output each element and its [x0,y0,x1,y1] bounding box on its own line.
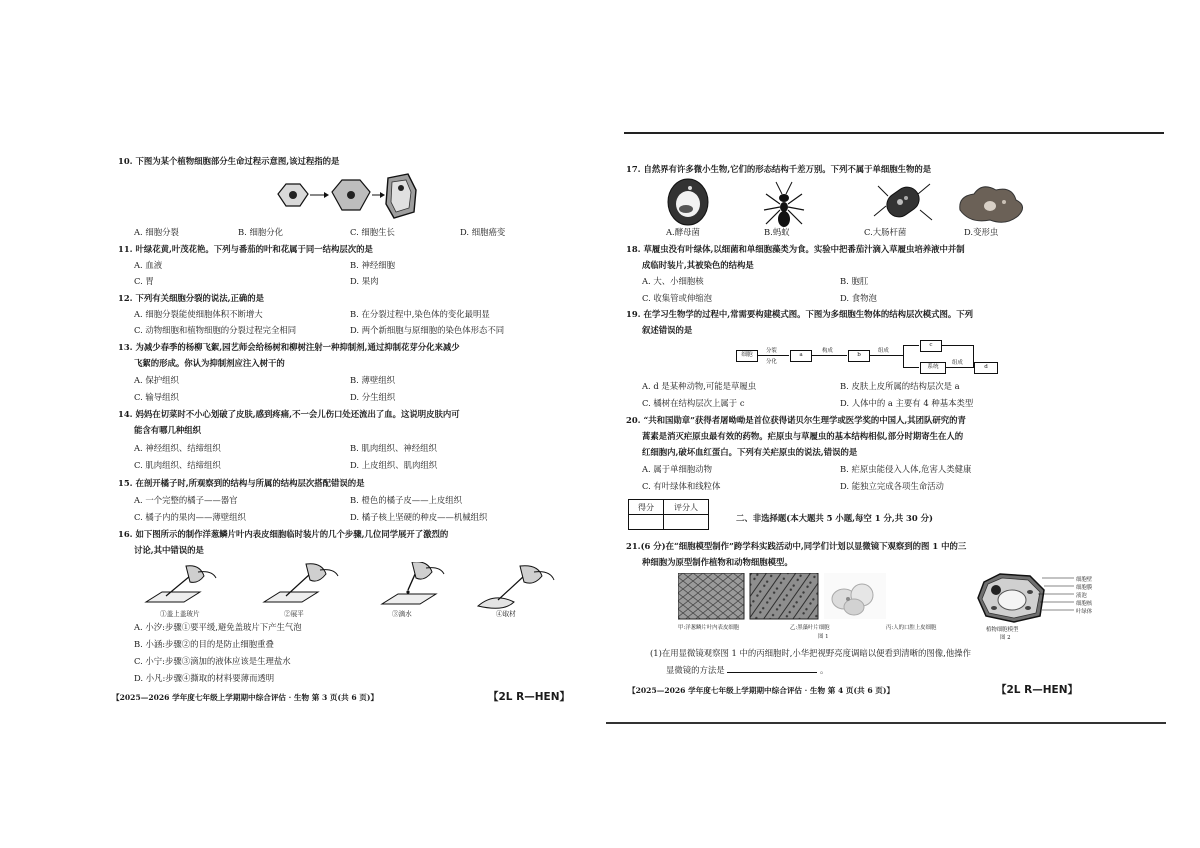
fig2-label-cell-membrane: 细胞膜 [1076,585,1093,591]
q15-stem: 15. 在剖开橘子时,所观察到的结构与所属的结构层次搭配错误的是 [118,478,365,488]
q20-stem-line2: 蒿素是消灭疟原虫最有效的药物。疟原虫与草履虫的基本结构相似,部分时期寄生在人的 [642,431,964,441]
fig1-label: 图 1 [818,634,829,640]
q13-option-b: B. 薄壁组织 [350,375,395,385]
q14-option-d: D. 上皮组织、肌肉组织 [350,460,438,470]
q16-step2-caption: ②展平 [284,610,304,618]
q19-stem-line1: 19. 在学习生物学的过程中,常需要构建模式图。下图为多细胞生物体的结构层次模式图。下列 [626,309,974,319]
q19-arrow4 [945,367,973,368]
q21-sub1-line2 [666,664,828,676]
q16-step2-drawing [264,564,338,602]
q13-stem-line1: 13. 为减少春季的杨柳飞絮,园艺师会给杨树和柳树注射一种抑制剂,通过抑制花芽分化来减少 [118,342,460,352]
q11-option-b: B. 神经细胞 [350,260,395,270]
q12-option-d: D. 两个新细胞与原细胞的染色体形态不同 [350,325,505,335]
q11-option-c: C. 胃 [134,276,154,286]
q19-option-a: A. d 是某种动物,可能是草履虫 [642,381,757,391]
amoeba-image [960,187,1023,222]
fig1-caption-cheek: 丙:人的口腔上皮细胞 [886,625,937,631]
score-header: 得分 [629,500,664,515]
q16-option-d: D. 小凡:步骤④撕取的材料要薄而透明 [134,673,275,683]
q10-option-d: D. 细胞癌变 [460,227,506,237]
q19-option-c: C. 橘树在结构层次上属于 c [642,398,745,408]
q16-step4-drawing [478,566,554,609]
fig2-label-nucleus: 细胞核 [1076,601,1093,607]
q19-box-d: d [974,362,998,374]
q16-stem-line1: 16. 如下图所示的制作洋葱鳞片叶内表皮细胞临时装片的几个步骤,几位同学展开了激烈的 [118,529,449,539]
q21-sub1-suffix: 。 [819,665,829,675]
q19-arrow2 [811,355,847,356]
grader-header: 评分人 [664,500,709,515]
q20-option-c: C. 有叶绿体和线粒体 [642,481,721,491]
left-page-footer: 【2025—2026 学年度七年级上学期期中综合评估 · 生物 第 3 页(共 6 页)】 [112,693,379,702]
q18-option-d: D. 食物泡 [840,293,877,303]
q12-option-b: B. 在分裂过程中,染色体的变化最明显 [350,309,490,319]
q10-cell-growth-figure [270,172,420,222]
ant-image [764,182,804,227]
q17-option-b: B.蚂蚁 [764,227,790,237]
q19-c-to-d-connector [941,345,974,368]
q16-slide-steps-figure [140,562,560,614]
fig1-caption-elodea: 乙:黑藻叶片细胞 [790,625,830,631]
cheek-cells-micrograph [824,573,886,619]
q17-option-d: D.变形虫 [964,227,999,237]
q14-option-a: A. 神经组织、结缔组织 [134,443,221,453]
q16-step1-caption: ①盖上盖玻片 [160,610,200,618]
q11-option-a: A. 血液 [134,260,163,270]
q19-arrow4-label: 组成 [952,360,963,366]
q19-branch-to-system [903,367,919,368]
q19-arrow3-label: 组成 [878,348,889,354]
q21-sub1-line1: (1)在用显微镜观察图 1 中的丙细胞时,小华把视野亮度调暗以便看到清晰的图像,他操作 [650,648,971,658]
q19-stem-line2: 叙述错误的是 [642,325,693,335]
q10-option-a: A. 细胞分裂 [134,227,179,237]
grader-cell[interactable] [664,515,709,530]
q16-stem-line2: 讨论,其中错误的是 [134,545,204,555]
right-page-bottom-rule [606,722,1166,724]
fig2-caption: 植物细胞模型 [986,627,1019,633]
q17-option-a: A.酵母菌 [666,227,700,237]
q21-figure1-micrographs [678,573,888,621]
q19-box-a: a [790,350,812,362]
q19-arrow1 [757,355,789,356]
q18-stem-line2: 成临时装片,其被染色的结构是 [642,260,754,270]
fig2-leader-lines [1038,572,1078,618]
q19-branch-line [903,345,904,367]
q17-organisms-figure [656,176,1036,228]
q13-stem-line2: 飞絮的形成。你认为抑制剂应注入树干的 [134,358,285,368]
right-exam-page [600,0,1200,848]
q12-option-c: C. 动物细胞和植物细胞的分裂过程完全相同 [134,325,297,335]
q19-arrow1-label-top: 分裂 [766,348,777,354]
e-coli-image [874,182,932,221]
right-page-code: 【2L R—HEN】 [996,684,1078,696]
q19-box-c: c [920,340,942,352]
q13-option-d: D. 分生组织 [350,392,396,402]
q16-option-a: A. 小汐:步骤①要平缓,避免盖玻片下产生气泡 [134,622,302,632]
q18-stem-line1: 18. 草履虫没有叶绿体,以细菌和单细胞藻类为食。实验中把番茄汁滴入草履虫培养液中并制 [626,244,965,254]
q19-branch-to-c [903,345,919,346]
q21-stem-line2: 种细胞为原型制作植物和动物细胞模型。 [642,557,793,567]
q19-box-b: b [848,350,870,362]
q19-arrow3 [869,355,903,356]
q16-step3-drawing [382,562,444,604]
q10-option-c: C. 细胞生长 [350,227,395,237]
q18-option-a: A. 大、小细胞核 [642,276,704,286]
q14-stem-line1: 14. 妈妈在切菜时不小心划破了皮肤,感到疼痛,不一会儿伤口处还流出了血。这说明皮肤内可 [118,409,460,419]
q17-option-c: C.大肠杆菌 [864,227,907,237]
q12-option-a: A. 细胞分裂能使细胞体积不断增大 [134,309,263,319]
q10-stem: 10. 下图为某个植物细胞部分生命过程示意图,该过程指的是 [118,156,340,166]
q18-option-c: C. 收集管或伸缩泡 [642,293,713,303]
q20-stem-line1: 20. “共和国勋章”获得者屠呦呦是首位获得诺贝尔生理学或医学奖的中国人,其团队研究的青 [626,415,966,425]
section2-title: 二、非选择题(本大题共 5 小题,每空 1 分,共 30 分) [736,513,933,523]
q15-option-b: B. 橙色的橘子皮——上皮组织 [350,495,462,505]
q14-option-c: C. 肌肉组织、结缔组织 [134,460,221,470]
q21-stem-line1: 21.(6 分)在“细胞模型制作”跨学科实践活动中,同学们计划以显微镜下观察到的图 1 中的三 [626,541,967,551]
q16-step3-caption: ③滴水 [392,610,412,618]
right-page-footer: 【2025—2026 学年度七年级上学期期中综合评估 · 生物 第 4 页(共 6 页)】 [628,686,895,695]
q12-stem: 12. 下列有关细胞分裂的说法,正确的是 [118,293,265,303]
q16-step1-drawing [146,566,216,602]
fig2-label: 图 2 [1000,635,1011,641]
score-table [628,499,709,530]
q16-option-c: C. 小宁:步骤③滴加的液体应该是生理盐水 [134,656,291,666]
fig2-label-cell-wall: 细胞壁 [1076,577,1093,583]
fig2-label-vacuole: 液泡 [1076,593,1087,599]
onion-epidermis-micrograph [678,573,744,619]
q19-arrow1-label-bottom: 分化 [766,359,777,365]
yeast-image [668,179,708,225]
q10-option-b: B. 细胞分化 [238,227,283,237]
q18-option-b: B. 胞肛 [840,276,869,286]
q20-option-a: A. 属于单细胞动物 [642,464,712,474]
q21-sub1-prefix: 显微镜的方法是 [666,665,725,675]
q17-stem: 17. 自然界有许多微小生物,它们的形态结构千差万别。下列不属于单细胞生物的是 [626,164,932,174]
q15-option-a: A. 一个完整的橘子——器官 [134,495,238,505]
q20-stem-line3: 红细胞内,破坏血红蛋白。下列有关疟原虫的说法,错误的是 [642,447,858,457]
q20-option-b: B. 疟原虫能侵入人体,危害人类健康 [840,464,972,474]
q19-arrow2-label: 构成 [822,348,833,354]
q11-stem: 11. 叶绿花黄,叶茂花艳。下列与番茄的叶和花属于同一结构层次的是 [118,244,373,254]
q19-option-d: D. 人体中的 a 主要有 4 种基本类型 [840,398,974,408]
q19-cell-box: 细胞 [736,350,758,362]
left-page-code: 【2L R—HEN】 [488,691,570,703]
q14-option-b: B. 肌肉组织、神经组织 [350,443,437,453]
q21-answer-blank[interactable] [727,664,817,673]
q19-option-b: B. 皮肤上皮所属的结构层次是 a [840,381,960,391]
q13-option-c: C. 输导组织 [134,392,179,402]
fig2-label-chloroplast: 叶绿体 [1076,609,1093,615]
q20-option-d: D. 能独立完成各项生命活动 [840,481,944,491]
q13-option-a: A. 保护组织 [134,375,179,385]
q16-step4-caption: ④取材 [496,610,516,618]
q15-option-c: C. 橘子内的果肉——薄壁组织 [134,512,246,522]
elodea-leaf-micrograph [750,573,818,619]
q19-system-box: 系统 [920,362,946,374]
q11-option-d: D. 果肉 [350,276,379,286]
q14-stem-line2: 能含有哪几种组织 [134,425,201,435]
q16-option-b: B. 小涵:步骤②的目的是防止细胞重叠 [134,639,274,649]
fig1-caption-onion: 甲:洋葱鳞片叶内表皮细胞 [678,625,740,631]
q15-option-d: D. 橘子核上坚硬的种皮——机械组织 [350,512,488,522]
score-cell[interactable] [629,515,664,530]
